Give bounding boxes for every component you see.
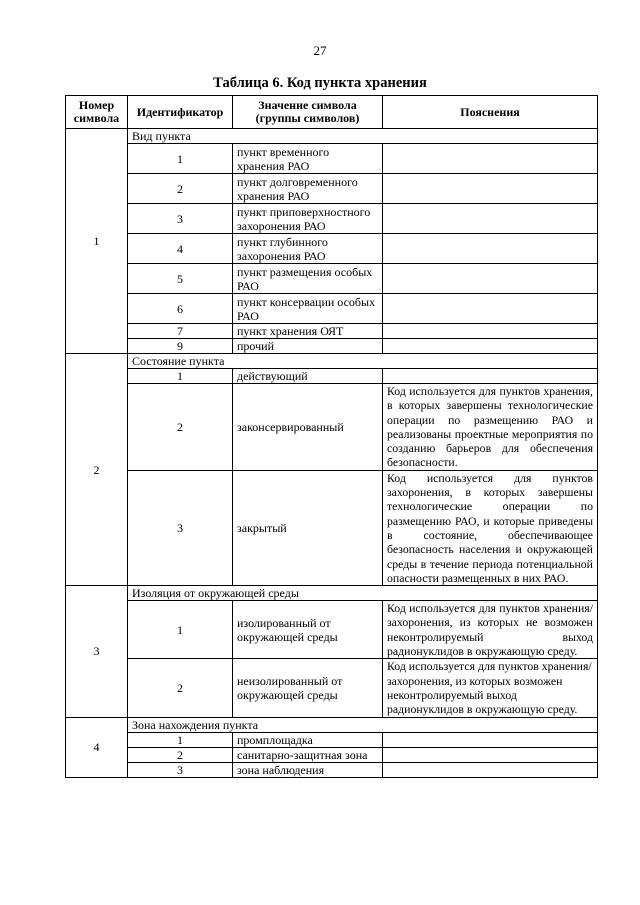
row-value: прочий [233, 339, 383, 354]
row-value: пункт долговременного хранения РАО [233, 174, 383, 204]
row-value: пункт хранения ОЯТ [233, 324, 383, 339]
row-value: промплощадка [233, 732, 383, 747]
group-name: Состояние пункта [128, 354, 598, 369]
row-note [383, 144, 598, 174]
row-id: 1 [128, 601, 233, 659]
table-row [66, 384, 598, 471]
table-row [66, 234, 598, 264]
row-note [383, 369, 598, 384]
group-name: Изоляция от окружающей среды [128, 586, 598, 601]
group-header-row [66, 717, 598, 732]
row-id: 1 [128, 732, 233, 747]
header-value: Значение символа (группы символов) [233, 96, 383, 129]
group-name: Зона нахождения пункта [128, 717, 598, 732]
header-identifier: Идентификатор [128, 96, 233, 129]
row-id: 1 [128, 369, 233, 384]
row-note [383, 324, 598, 339]
table-title: Таблица 6. Код пункта хранения [213, 75, 427, 91]
row-id: 9 [128, 339, 233, 354]
group-name: Вид пункта [128, 129, 598, 144]
table-row [66, 324, 598, 339]
row-note [383, 174, 598, 204]
row-note [383, 339, 598, 354]
row-value: пункт приповерхностного захоронения РАО [233, 204, 383, 234]
row-value: закрытый [233, 470, 383, 585]
row-value: неизолированный от окружающей среды [233, 659, 383, 717]
header-explanation: Пояснения [383, 96, 598, 129]
row-note: Код используется для пунктов хранения, в которых завершены технологические операции по размещению РАО и реализованы проектные мероприятия по созданию барьеров для обеспечения безопасности. [383, 384, 598, 471]
table-row [66, 294, 598, 324]
table-row [66, 264, 598, 294]
group-header-row [66, 586, 598, 601]
row-note: Код используется для пунктов хранения/захоронения, из которых возможен неконтролируемый выход радионуклидов в окружающую среду. [383, 659, 598, 717]
row-id: 3 [128, 762, 233, 777]
table-row [66, 762, 598, 777]
group-header-row [66, 129, 598, 144]
row-id: 3 [128, 204, 233, 234]
table-row [66, 470, 598, 585]
row-note [383, 747, 598, 762]
row-value: пункт консервации особых РАО [233, 294, 383, 324]
row-value: санитарно-защитная зона [233, 747, 383, 762]
row-id: 6 [128, 294, 233, 324]
row-id: 1 [128, 144, 233, 174]
row-note [383, 762, 598, 777]
table-row [66, 732, 598, 747]
header-number: Номер символа [66, 96, 128, 129]
table-row [66, 204, 598, 234]
row-note [383, 234, 598, 264]
group-header-row [66, 354, 598, 369]
storage-code-table [65, 95, 598, 778]
table-row [66, 659, 598, 717]
row-note [383, 264, 598, 294]
table-row [66, 339, 598, 354]
header-row [66, 96, 598, 129]
row-id: 3 [128, 470, 233, 585]
group-number: 2 [66, 354, 128, 586]
row-id: 2 [128, 384, 233, 471]
row-id: 2 [128, 659, 233, 717]
table-row [66, 601, 598, 659]
row-id: 4 [128, 234, 233, 264]
row-note: Код используется для пунктов хранения/захоронения, из которых не возможен неконтролируемый выход радионуклидов в окружающую среду. [383, 601, 598, 659]
row-value: законсервированный [233, 384, 383, 471]
row-note [383, 204, 598, 234]
row-value: изолированный от окружающей среды [233, 601, 383, 659]
table-row [66, 747, 598, 762]
row-id: 5 [128, 264, 233, 294]
row-value: пункт временного хранения РАО [233, 144, 383, 174]
row-id: 7 [128, 324, 233, 339]
row-id: 2 [128, 174, 233, 204]
table-row [66, 174, 598, 204]
row-value: зона наблюдения [233, 762, 383, 777]
row-note: Код используется для пунктов захоронения, в которых завершены технологические операции по размещению РАО, и которые приведены в состояние, обеспечивающее безопасность населения и окружающей среды в течение периода потенциальной опасности размещенных в них РАО. [383, 470, 598, 585]
table-row [66, 144, 598, 174]
row-value: действующий [233, 369, 383, 384]
table-row [66, 369, 598, 384]
row-value: пункт размещения особых РАО [233, 264, 383, 294]
row-value: пункт глубинного захоронения РАО [233, 234, 383, 264]
group-number: 3 [66, 586, 128, 717]
row-note [383, 732, 598, 747]
page-number: 27 [313, 43, 327, 58]
group-number: 1 [66, 129, 128, 354]
row-note [383, 294, 598, 324]
row-id: 2 [128, 747, 233, 762]
group-number: 4 [66, 717, 128, 777]
